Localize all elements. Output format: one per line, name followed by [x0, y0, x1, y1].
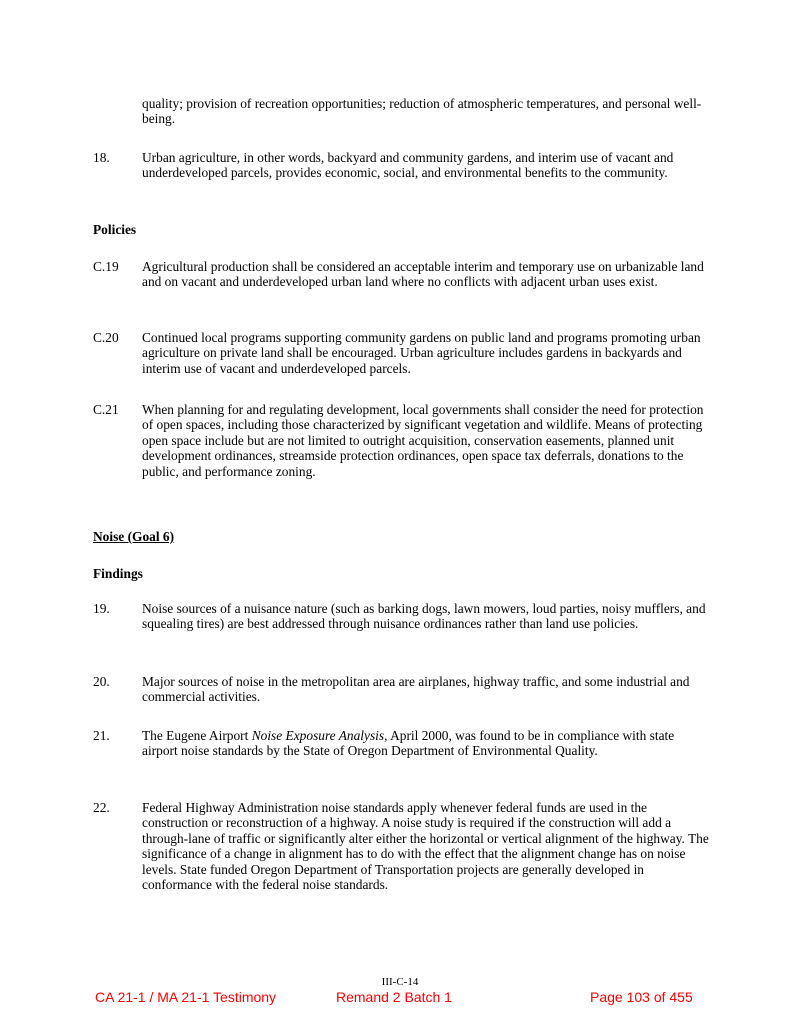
item-number-c21: C.21 [93, 402, 119, 417]
item-text-19: Noise sources of a nuisance nature (such as barking dogs, lawn mowers, loud parties, noisy mufflers, and squealing tires) are best addressed through nuisance ordinances rather than land use policies. [142, 601, 706, 632]
noise-exposure-analysis-title: Noise Exposure Analysis [251, 728, 385, 743]
item-number-19: 19. [93, 601, 110, 616]
item-number-22: 22. [93, 800, 110, 815]
item-text-20: Major sources of noise in the metropolitan area are airplanes, highway traffic, and some industrial and commercial activities. [142, 674, 690, 705]
paragraph-continuation: quality; provision of recreation opportunities; reduction of atmospheric temperatures, and personal well-being. [142, 96, 702, 127]
item-text-22: Federal Highway Administration noise standards apply whenever federal funds are used in the construction or reconstruction of a highway. A noise study is required if the construction will add a through-lane of traffic or significantly alter either the horizontal or vertical alignment of the highway. The significance of a change in alignment has to do with the effect that the alignment change has on noise levels. State funded Oregon Department of Transportation projects are generally developed in conformance with the federal noise standards. [142, 800, 709, 893]
item-number-c20: C.20 [93, 330, 119, 345]
item-text-21 [142, 728, 712, 759]
heading-policies: Policies [93, 222, 137, 237]
item-text-18: Urban agriculture, in other words, backyard and community gardens, and interim use of vacant and underdeveloped parcels, provides economic, social, and environmental benefits to the community. [142, 150, 674, 181]
item-number-c19: C.19 [93, 259, 119, 274]
heading-noise-goal-6: Noise (Goal 6) [93, 529, 175, 544]
heading-findings: Findings [93, 566, 143, 581]
footer-batch-label: Remand 2 Batch 1 [336, 989, 452, 1005]
item-number-18: 18. [93, 150, 110, 165]
item-text-c21: When planning for and regulating development, local governments shall consider the need for protection of open spaces, including those characterized by significant vegetation and wildlife. Means of protecting open space include but are not limited to outright acquisition, conservation easements, planned unit development ordinances, streamside protection ordinances, open space tax deferrals, donations to the public, and performance zoning. [142, 402, 704, 479]
item-text-21-pre: The Eugene Airport [142, 728, 252, 743]
item-number-21: 21. [93, 728, 110, 743]
footer-testimony-label: CA 21-1 / MA 21-1 Testimony [95, 989, 277, 1005]
item-text-c19: Agricultural production shall be considered an acceptable interim and temporary use on urbanizable land and on vacant and underdeveloped urban land where no conflicts with adjacent urban uses exist. [142, 259, 704, 290]
item-number-20: 20. [93, 674, 110, 689]
item-text-21-post: , April 2000, was found to be in compliance with state airport noise standards by the State of Oregon Department of Environmental Quality. [142, 728, 675, 759]
page-number: III-C-14 [381, 976, 419, 988]
item-text-c20: Continued local programs supporting community gardens on public land and programs promoting urban agriculture on private land shall be encouraged. Urban agriculture includes gardens in backyards and interim use of vacant and underdeveloped parcels. [142, 330, 701, 376]
footer-page-count: Page 103 of 455 [590, 989, 693, 1005]
